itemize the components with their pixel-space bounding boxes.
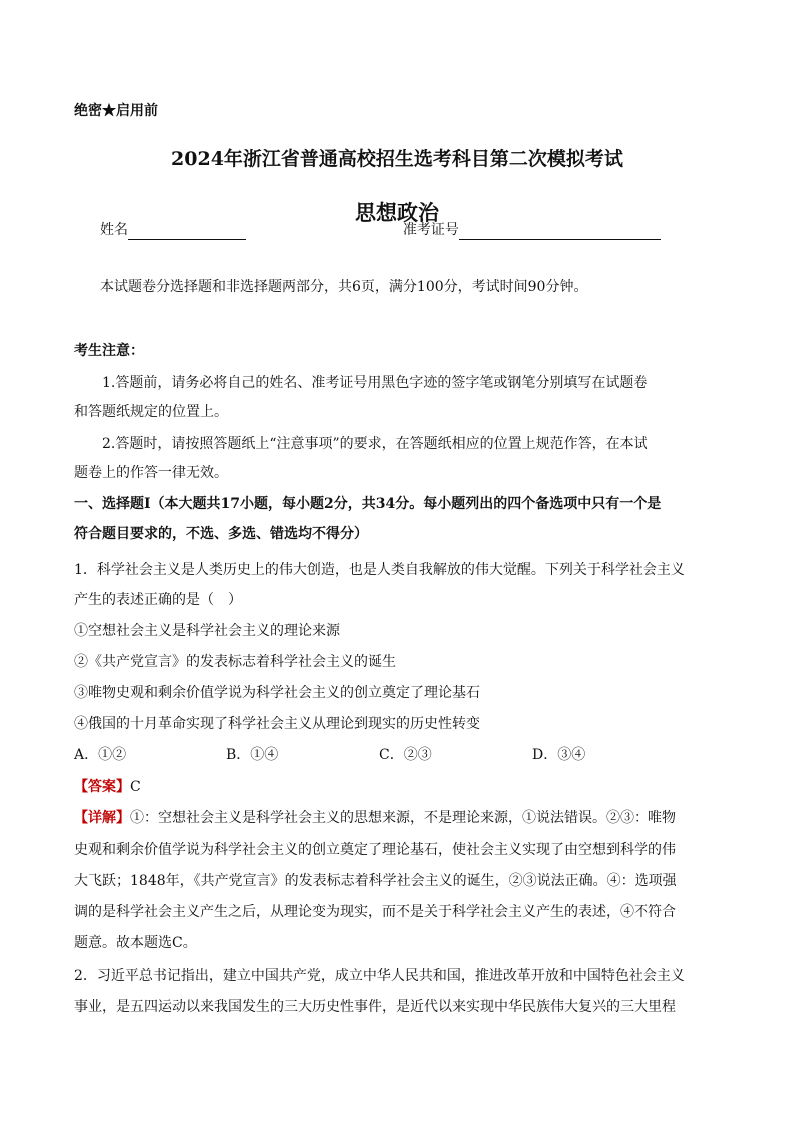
subject-title: 思想政治 xyxy=(355,200,439,225)
notice-item-1-line-2: 和答题纸规定的位置上。 xyxy=(74,404,228,420)
q1-answer-label: 【答案】 xyxy=(74,779,130,795)
q1-option-b: B．①④ xyxy=(226,747,279,763)
q1-answer-value: C xyxy=(130,779,141,795)
name-blank xyxy=(128,223,246,240)
q1-option-d: D．③④ xyxy=(532,747,586,763)
q1-statement-1: ①空想社会主义是科学社会主义的理论来源 xyxy=(74,623,340,639)
q1-answer-line xyxy=(74,777,724,797)
q1-statement-3: ③唯物史观和剩余价值学说为科学社会主义的创立奠定了理论基石 xyxy=(74,685,480,701)
q1-statement-2: ②《共产党宣言》的发表标志着科学社会主义的诞生 xyxy=(74,654,396,670)
q1-stem-line-1: 1．科学社会主义是人类历史上的伟大创造，也是人类自我解放的伟大觉醒。下列关于科学社会主义 xyxy=(74,562,685,578)
ticket-blank xyxy=(459,223,661,240)
q1-stem-line-2: 产生的表述正确的是（ ） xyxy=(74,592,242,608)
q1-option-c: C．②③ xyxy=(379,747,432,763)
q1-detail-label: 【详解】 xyxy=(74,810,130,826)
q1-statement-4: ④俄国的十月革命实现了科学社会主义从理论到现实的历史性转变 xyxy=(74,716,480,732)
q1-detail-line-1 xyxy=(74,808,724,828)
q2-stem-line-2: 事业，是五四运动以来我国发生的三大历史性事件，是近代以来实现中华民族伟大复兴的三大里程 xyxy=(74,999,676,1015)
q2-stem-line-1: 2．习近平总书记指出，建立中国共产党，成立中华人民共和国，推进改革开放和中国特色社会主义 xyxy=(74,968,685,984)
exam-title: 2024年浙江省普通高校招生选考科目第二次模拟考试 xyxy=(171,148,623,170)
q1-detail-line-4: 调的是科学社会主义产生之后，从理论变为现实，而不是关于科学社会主义产生的表述，④不符合 xyxy=(74,904,676,920)
exam-intro: 本试题卷分选择题和非选择题两部分，共6页，满分100分，考试时间90分钟。 xyxy=(100,279,588,295)
section-1-line-2: 符合题目要求的，不选、多选、错选均不得分） xyxy=(74,526,368,542)
notice-heading: 考生注意： xyxy=(74,343,144,359)
q1-detail-line-5: 题意。故本题选C。 xyxy=(74,935,197,951)
q1-detail-text-1: ①：空想社会主义是科学社会主义的思想来源，不是理论来源，①说法错误。②③：唯物 xyxy=(130,810,676,826)
ticket-label: 准考证号 xyxy=(402,222,459,238)
q1-detail-line-2: 史观和剩余价值学说为科学社会主义的创立奠定了理论基石，使社会主义实现了由空想到科学的伟 xyxy=(74,842,676,858)
notice-item-2-line-2: 题卷上的作答一律无效。 xyxy=(74,465,228,481)
notice-item-1-line-1: 1.答题前，请务必将自己的姓名、准考证号用黑色字迹的签字笔或钢笔分别填写在试题卷 xyxy=(102,375,648,391)
q1-option-a: A．①② xyxy=(74,747,127,763)
q1-detail-line-3: 大飞跃；1848年，《共产党宣言》的发表标志着科学社会主义的诞生，②③说法正确。④：选项强 xyxy=(74,873,677,889)
name-label: 姓名 xyxy=(100,222,128,238)
candidate-info-row xyxy=(100,220,700,240)
secret-mark: 绝密★启用前 xyxy=(74,103,158,119)
notice-item-2-line-1: 2.答题时，请按照答题纸上“注意事项”的要求，在答题纸相应的位置上规范作答，在本试 xyxy=(102,436,648,452)
section-1-line-1: 一、选择题Ⅰ（本大题共17小题，每小题2分，共34分。每小题列出的四个备选项中只有一个是 xyxy=(74,496,662,512)
